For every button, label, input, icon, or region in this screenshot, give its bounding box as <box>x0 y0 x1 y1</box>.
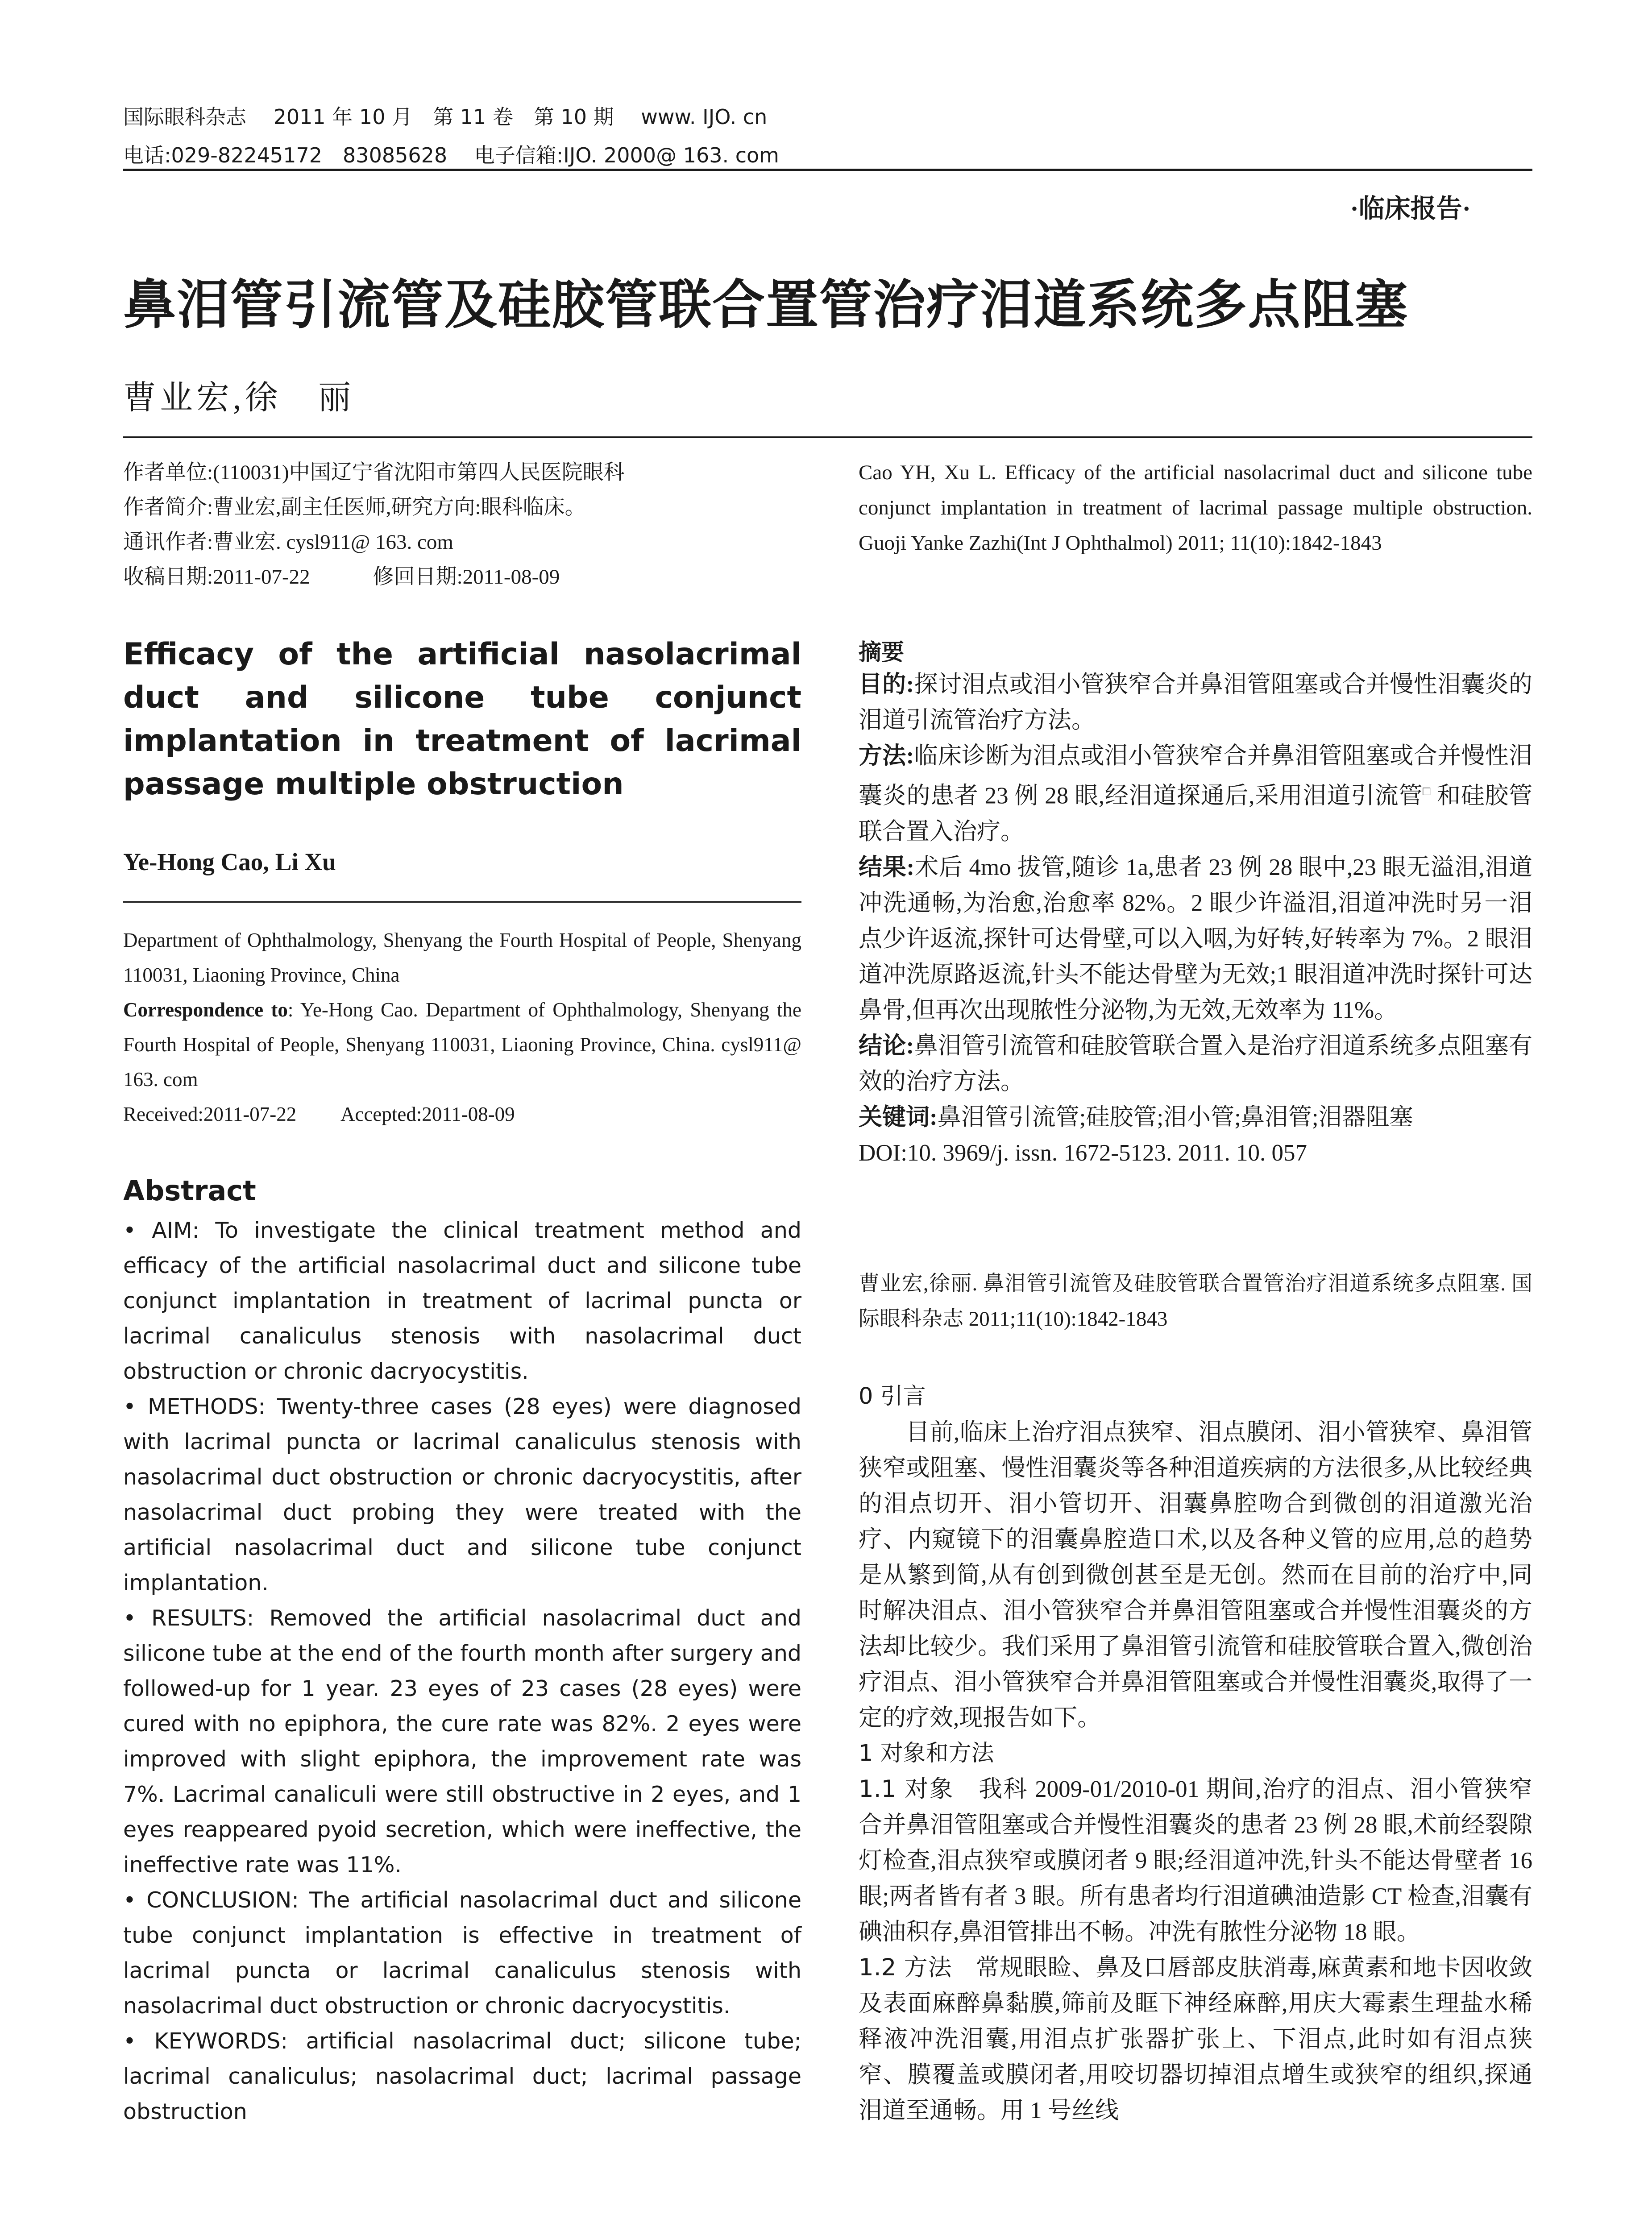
author-correspondence: 通讯作者:曹业宏. cysl911@ 163. com <box>123 531 453 554</box>
aim-label-zh: 目的: <box>859 672 914 697</box>
abstract-conclusion: • CONCLUSION: The artificial nasolacrimal duct and silicone tube conjunct implantation is effective in treatment of lacrimal puncta or lacrimal canaliculus stenosis with nasolacrimal duct obstruction or chronic dacryocystitis. <box>123 1887 801 2019</box>
en-dates: Received:2011-07-22 Accepted:2011-08-09 <box>123 1103 515 1125</box>
body-text <box>859 1379 1532 2128</box>
en-affiliation <box>123 923 801 1132</box>
s11-body: 我科 2009-01/2010-01 期间,治疗的泪点、泪小管狭窄合并鼻泪管阻塞或合并慢性泪囊炎的患者 23 例 28 眼,术前经裂隙灯检查,泪点狭窄或膜闭者 9 眼;经泪道冲洗,针头不能达骨壁者 16 眼;两者皆有者 3 眼。所有患者均行泪道碘油造影 CT 检查,泪囊有碘油积存,鼻泪管排出不畅。冲洗有脓性分泌物 18 眼。 <box>859 1776 1533 1945</box>
aim-zh: 探讨泪点或泪小管狭窄合并鼻泪管阻塞或合并慢性泪囊炎的泪道引流管治疗方法。 <box>859 672 1532 733</box>
intro-body: 目前,临床上治疗泪点狭窄、泪点膜闭、泪小管狭窄、鼻泪管狭窄或阻塞、慢性泪囊炎等各种泪道疾病的方法很多,从比较经典的泪点切开、泪小管切开、泪囊鼻腔吻合到微创的泪道激光治疗、内窥镜下的泪囊鼻腔造口术,以及各种义管的应用,总的趋势是从繁到简,从有创到微创甚至是无创。然而在目前的治疗中,同时解决泪点、泪小管狭窄合并鼻泪管阻塞或合并慢性泪囊炎的方法却比较少。我们采用了鼻泪管引流管和硅胶管联合置入,微创治疗泪点、泪小管狭窄合并鼻泪管阻塞或合并慢性泪囊炎,取得了一定的疗效,现报告如下。 <box>859 1419 1532 1731</box>
article-title-zh: 鼻泪管引流管及硅胶管联合置管治疗泪道系统多点阻塞 <box>123 276 1409 335</box>
en-corr-label: Correspondence to <box>123 999 288 1021</box>
methods-label-zh: 方法: <box>859 743 914 769</box>
s11-label: 1.1 对象 <box>859 1775 954 1803</box>
abstract-zh <box>859 634 1532 1171</box>
abstract-heading-en: Abstract <box>123 1174 256 1207</box>
author-unit: 作者单位:(110031)中国辽宁省沈阳市第四人民医院眼科 <box>123 461 625 484</box>
keywords-zh: 鼻泪管引流管;硅胶管;泪小管;鼻泪管;泪器阻塞 <box>937 1104 1413 1130</box>
journal-header-line1: 国际眼科杂志 2011 年 10 月 第 11 卷 第 10 期 www. IJO. cn <box>123 105 768 129</box>
author-rule <box>123 901 801 903</box>
header-rule <box>123 169 1532 171</box>
article-title-en: Efficacy of the artificial nasolacrimal duct and silicone tube conjunct implantation in treatment of lacrimal passage multiple obstruction <box>123 637 801 802</box>
title-rule <box>123 436 1532 438</box>
journal-header-line2: 电话:029-82245172 83085628 电子信箱:IJO. 2000@ 163. com <box>123 143 779 167</box>
conclusion-label-zh: 结论: <box>859 1033 914 1059</box>
en-corr-text: : Ye-Hong Cao. Department of Ophthalmology, Shenyang the Fourth Hospital of People, Shenyang 110031, Liaoning Province, China. cysl911@ 163. com <box>123 999 801 1091</box>
author-dates: 收稿日期:2011-07-22 修回日期:2011-08-09 <box>123 565 560 589</box>
doi: DOI:10. 3969/j. issn. 1672-5123. 2011. 10. 057 <box>859 1140 1307 1166</box>
abstract-methods: • METHODS: Twenty-three cases (28 eyes) were diagnosed with lacrimal puncta or lacrimal canaliculus stenosis with nasolacrimal duct obstruction or chronic dacryocystitis, after nasolacrimal duct probing they were treated with the artificial nasolacrimal duct and silicone tube conjunct implantation. <box>123 1394 801 1596</box>
en-citation: Cao YH, Xu L. Efficacy of the artificial nasolacrimal duct and silicone tube conjunct implantation in treatment of lacrimal passage multiple obstruction. Guoji Yanke Zazhi(Int J Ophthalmol) 2011; 11(10):1842-1843 <box>859 461 1532 555</box>
author-bio: 作者简介:曹业宏,副主任医师,研究方向:眼科临床。 <box>123 496 586 519</box>
en-correspondence <box>123 992 801 1097</box>
abstract-heading-zh: 摘要 <box>859 640 905 665</box>
abstract-keywords: • KEYWORDS: artificial nasolacrimal duct; silicone tube; lacrimal canaliculus; nasolacrimal duct; lacrimal passage obstruction <box>123 2028 801 2124</box>
results-label-zh: 结果: <box>859 854 915 880</box>
methods-zh: 临床诊断为泪点或泪小管狭窄合并鼻泪管阻塞或合并慢性泪囊炎的患者 23 例 28 眼,经泪道探通后,采用泪道引流管 <box>859 743 1532 809</box>
abstract-en <box>123 1213 801 2129</box>
abstract-aim: • AIM: To investigate the clinical treatment method and efficacy of the artificial nasolacrimal duct and silicone tube conjunct implantation in treatment of lacrimal puncta or lacrimal canaliculus stenosis with nasolacrimal duct obstruction or chronic dacryocystitis. <box>123 1218 801 1384</box>
methods-end-zh: 和硅胶管联合置入治疗。 <box>859 783 1533 845</box>
conclusion-zh: 鼻泪管引流管和硅胶管联合置入是治疗泪道系统多点阻塞有效的治疗方法。 <box>859 1033 1532 1095</box>
s12-label: 1.2 方法 <box>859 1954 952 1981</box>
abstract-results: • RESULTS: Removed the artificial nasolacrimal duct and silicone tube at the end of the fourth month after surgery and followed-up for 1 year. 23 eyes of 23 cases (28 eyes) were cured with no epiphora, the cure rate was 82%. 2 eyes were improved with slight epiphora, the improvement rate was 7%. Lacrimal canaliculi were still obstructive in 2 eyes, and 1 eyes reappeared pyoid secretion, which were ineffective, the ineffective rate was 11%. <box>123 1605 801 1878</box>
keywords-label-zh: 关键词: <box>859 1104 938 1130</box>
authors-zh: 曹业宏,徐 丽 <box>123 380 355 416</box>
methods-mark: □ <box>1423 784 1431 798</box>
author-info <box>123 455 810 594</box>
intro-heading: 0 引言 <box>859 1383 926 1410</box>
section-label: ·临床报告· <box>1350 194 1471 223</box>
en-department: Department of Ophthalmology, Shenyang the Fourth Hospital of People, Shenyang 110031, Liaoning Province, China <box>123 929 801 986</box>
authors-en: Ye-Hong Cao, Li Xu <box>123 848 336 875</box>
section1-heading: 1 对象和方法 <box>859 1740 994 1767</box>
results-zh: 术后 4mo 拔管,随诊 1a,患者 23 例 28 眼中,23 眼无溢泪,泪道冲洗通畅,为治愈,治愈率 82%。2 眼少许溢泪,泪道冲洗时另一泪点少许返流,探针可达骨壁,可以入咽,为好转,好转率为 7%。2 眼泪道冲洗原路返流,针头不能达骨壁为无效;1 眼泪道冲洗时探针可达鼻骨,但再次出现脓性分泌物,为无效,无效率为 11%。 <box>859 854 1533 1023</box>
s12-body: 常规眼睑、鼻及口唇部皮肤消毒,麻黄素和地卡因收敛及表面麻醉鼻黏膜,筛前及眶下神经麻醉,用庆大霉素生理盐水稀释液冲洗泪囊,用泪点扩张器扩张上、下泪点,此时如有泪点狭窄、膜覆盖或膜闭者,用咬切器切掉泪点增生或狭窄的组织,探通泪道至通畅。用 1 号丝线 <box>859 1955 1532 2123</box>
zh-citation: 曹业宏,徐丽. 鼻泪管引流管及硅胶管联合置管治疗泪道系统多点阻塞. 国际眼科杂志 2011;11(10):1842-1843 <box>859 1272 1532 1331</box>
